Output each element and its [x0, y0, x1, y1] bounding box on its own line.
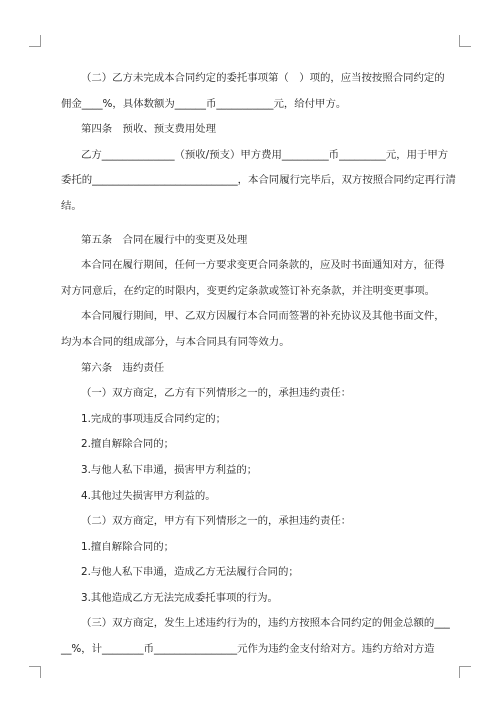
text-line: 委托的____________________________，本合同履行完毕后，双方按照合同约定再行清 — [61, 174, 456, 187]
text-line: __%，计________币________________元作为违约金支付给对方。违约方给对方造 — [61, 643, 435, 656]
section-heading: 第四条 预收、预支费用处理 — [81, 123, 217, 136]
list-item: 1.完成的事项违反合同约定的； — [81, 412, 226, 425]
text-line: 乙方______________（预收/预支）甲方费用_________币_________元，用于甲方 — [81, 148, 449, 161]
section-heading: 第五条 合同在履行中的变更及处理 — [81, 233, 248, 246]
text-line: （二）双方商定，甲方有下列情形之一的，承担违约责任： — [81, 515, 352, 528]
list-item: 2.与他人私下串通，造成乙方无法履行合同的； — [81, 566, 299, 579]
text-line: （三）双方商定，发生上述违约行为的，违约方按照本合同约定的佣金总额的___ — [81, 617, 450, 630]
list-item: 1.擅自解除合同的； — [81, 540, 175, 553]
text-line: 结。 — [61, 199, 82, 212]
paragraph-gap — [61, 220, 441, 228]
page-corner-mark-top-left — [29, 35, 41, 47]
section-heading: 第六条 违约责任 — [81, 361, 165, 374]
text-line: （一）双方商定，乙方有下列情形之一的，承担违约责任： — [81, 387, 352, 400]
list-item: 3.与他人私下串通，损害甲方利益的； — [81, 463, 258, 476]
text-line: 佣金____%，具体数额为______币___________元，给付甲方。 — [61, 97, 347, 110]
page-corner-mark-bottom-left — [29, 666, 41, 678]
page-corner-mark-top-right — [459, 35, 471, 47]
text-line: 对方同意后，在约定的时限内，变更约定条款或签订补充条款，并注明变更事项。 — [61, 284, 436, 297]
document-page — [61, 66, 456, 663]
text-line: （二）乙方未完成本合同约定的委托事项第（ ）项的，应当按按照合同约定的 — [81, 72, 445, 84]
list-item: 2.擅自解除合同的； — [81, 438, 175, 451]
list-item: 4.其他过失损害甲方利益的。 — [81, 489, 216, 502]
text-line: 均为本合同的组成部分，与本合同具有同等效力。 — [61, 335, 290, 348]
page-corner-mark-bottom-right — [459, 666, 471, 678]
text-line: 本合同履行期间，甲、乙双方因履行本合同而签署的补充协议及其他书面文件， — [81, 310, 445, 323]
text-line: 本合同在履行期间，任何一方要求变更合同条款的，应及时书面通知对方，征得 — [81, 259, 445, 272]
list-item: 3.其他造成乙方无法完成委托事项的行为。 — [81, 591, 278, 604]
